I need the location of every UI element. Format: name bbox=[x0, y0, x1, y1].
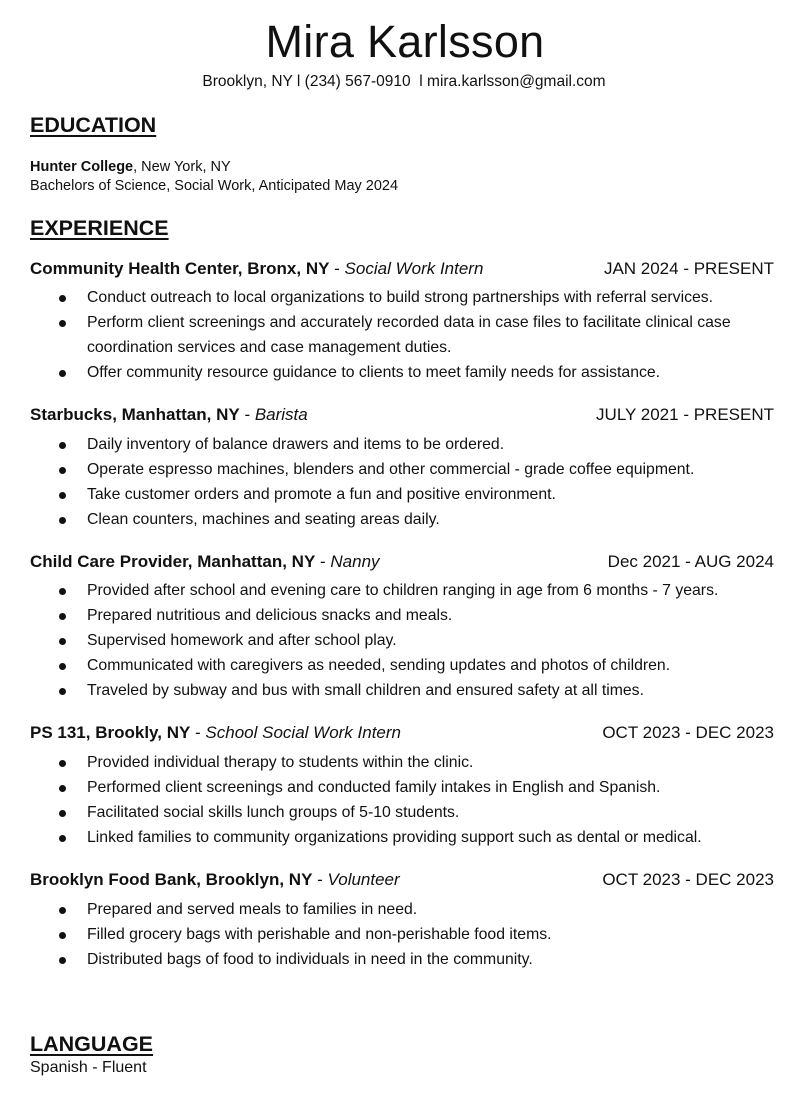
job-bullet-list bbox=[30, 285, 790, 385]
contact-location: Brooklyn, NY bbox=[202, 73, 293, 90]
job-dates: JAN 2024 - PRESENT bbox=[603, 259, 774, 278]
job-dash: - bbox=[312, 870, 328, 889]
job-role: Nanny bbox=[330, 552, 380, 571]
job-dash: - bbox=[190, 723, 206, 742]
job-employer: PS 131, Brookly, NY bbox=[30, 723, 191, 742]
contact-phone: (234) 567-0910 bbox=[304, 73, 411, 90]
job-bullet: Conduct outreach to local organizations to build strong partnerships with referral services. bbox=[30, 285, 790, 310]
job-header bbox=[30, 722, 774, 744]
job-bullet: Take customer orders and promote a fun and positive environment. bbox=[30, 482, 790, 507]
job-dash: - bbox=[315, 552, 331, 571]
job-bullet: Facilitated social skills lunch groups of 5-10 students. bbox=[30, 800, 790, 825]
job-bullet: Provided after school and evening care to children ranging in age from 6 months - 7 years. bbox=[30, 578, 790, 603]
education-heading: EDUCATION bbox=[30, 113, 157, 137]
job-role: Social Work Intern bbox=[344, 259, 484, 278]
resume-name: Mira Karlsson bbox=[265, 16, 545, 67]
job-bullet: Distributed bags of food to individuals in need in the community. bbox=[30, 947, 790, 972]
job-dash: - bbox=[239, 405, 255, 424]
job-dash: - bbox=[329, 259, 345, 278]
education-school-location: , New York, NY bbox=[133, 159, 231, 175]
job-bullet: Daily inventory of balance drawers and items to be ordered. bbox=[30, 432, 790, 457]
contact-line bbox=[0, 72, 808, 92]
job-bullet: Filled grocery bags with perishable and non-perishable food items. bbox=[30, 922, 790, 947]
education-school: Hunter College bbox=[30, 159, 134, 175]
job-bullet: Traveled by subway and bus with small children and ensured safety at all times. bbox=[30, 678, 790, 703]
job-bullet: Offer community resource guidance to clients to meet family needs for assistance. bbox=[30, 360, 790, 385]
language-heading: LANGUAGE bbox=[30, 1032, 154, 1056]
job-bullet: Performed client screenings and conducted family intakes in English and Spanish. bbox=[30, 775, 790, 800]
contact-separator: l bbox=[292, 73, 305, 90]
job-bullet: Prepared nutritious and delicious snacks and meals. bbox=[30, 603, 790, 628]
job-header bbox=[30, 869, 774, 891]
job-bullet: Clean counters, machines and seating areas daily. bbox=[30, 507, 790, 532]
job-header bbox=[30, 551, 774, 573]
job-bullet: Operate espresso machines, blenders and other commercial - grade coffee equipment. bbox=[30, 457, 790, 482]
job-employer: Child Care Provider, Manhattan, NY bbox=[30, 552, 316, 571]
job-bullet-list bbox=[30, 432, 790, 532]
job-bullet: Communicated with caregivers as needed, sending updates and photos of children. bbox=[30, 653, 790, 678]
job-role: Barista bbox=[254, 405, 308, 424]
job-role: School Social Work Intern bbox=[205, 723, 402, 742]
job-role: Volunteer bbox=[327, 870, 400, 889]
experience-heading: EXPERIENCE bbox=[30, 216, 169, 240]
job-bullet-list bbox=[30, 578, 790, 703]
job-bullet-list bbox=[30, 897, 790, 972]
language-entry: Spanish - Fluent bbox=[30, 1059, 147, 1076]
job-bullet-list bbox=[30, 750, 790, 850]
education-school-line bbox=[30, 158, 231, 177]
job-bullet: Supervised homework and after school play. bbox=[30, 628, 790, 653]
job-employer: Brooklyn Food Bank, Brooklyn, NY bbox=[30, 870, 313, 889]
job-dates: OCT 2023 - DEC 2023 bbox=[602, 870, 774, 889]
job-employer: Community Health Center, Bronx, NY bbox=[30, 259, 330, 278]
job-dates: OCT 2023 - DEC 2023 bbox=[602, 723, 774, 742]
contact-separator: l bbox=[410, 73, 428, 90]
education-degree: Bachelors of Science, Social Work, Anticipated May 2024 bbox=[30, 178, 399, 194]
job-bullet: Perform client screenings and accurately recorded data in case files to facilitate clinical case coordination services and case management duties. bbox=[30, 310, 790, 360]
contact-email: mira.karlsson@gmail.com bbox=[427, 73, 606, 90]
job-bullet: Linked families to community organizations providing support such as dental or medical. bbox=[30, 825, 790, 850]
job-bullet: Provided individual therapy to students within the clinic. bbox=[30, 750, 790, 775]
job-header bbox=[30, 404, 774, 426]
job-bullet: Prepared and served meals to families in need. bbox=[30, 897, 790, 922]
job-dates: JULY 2021 - PRESENT bbox=[596, 405, 774, 424]
job-header bbox=[30, 258, 774, 280]
job-employer: Starbucks, Manhattan, NY bbox=[30, 405, 240, 424]
job-dates: Dec 2021 - AUG 2024 bbox=[607, 552, 774, 571]
